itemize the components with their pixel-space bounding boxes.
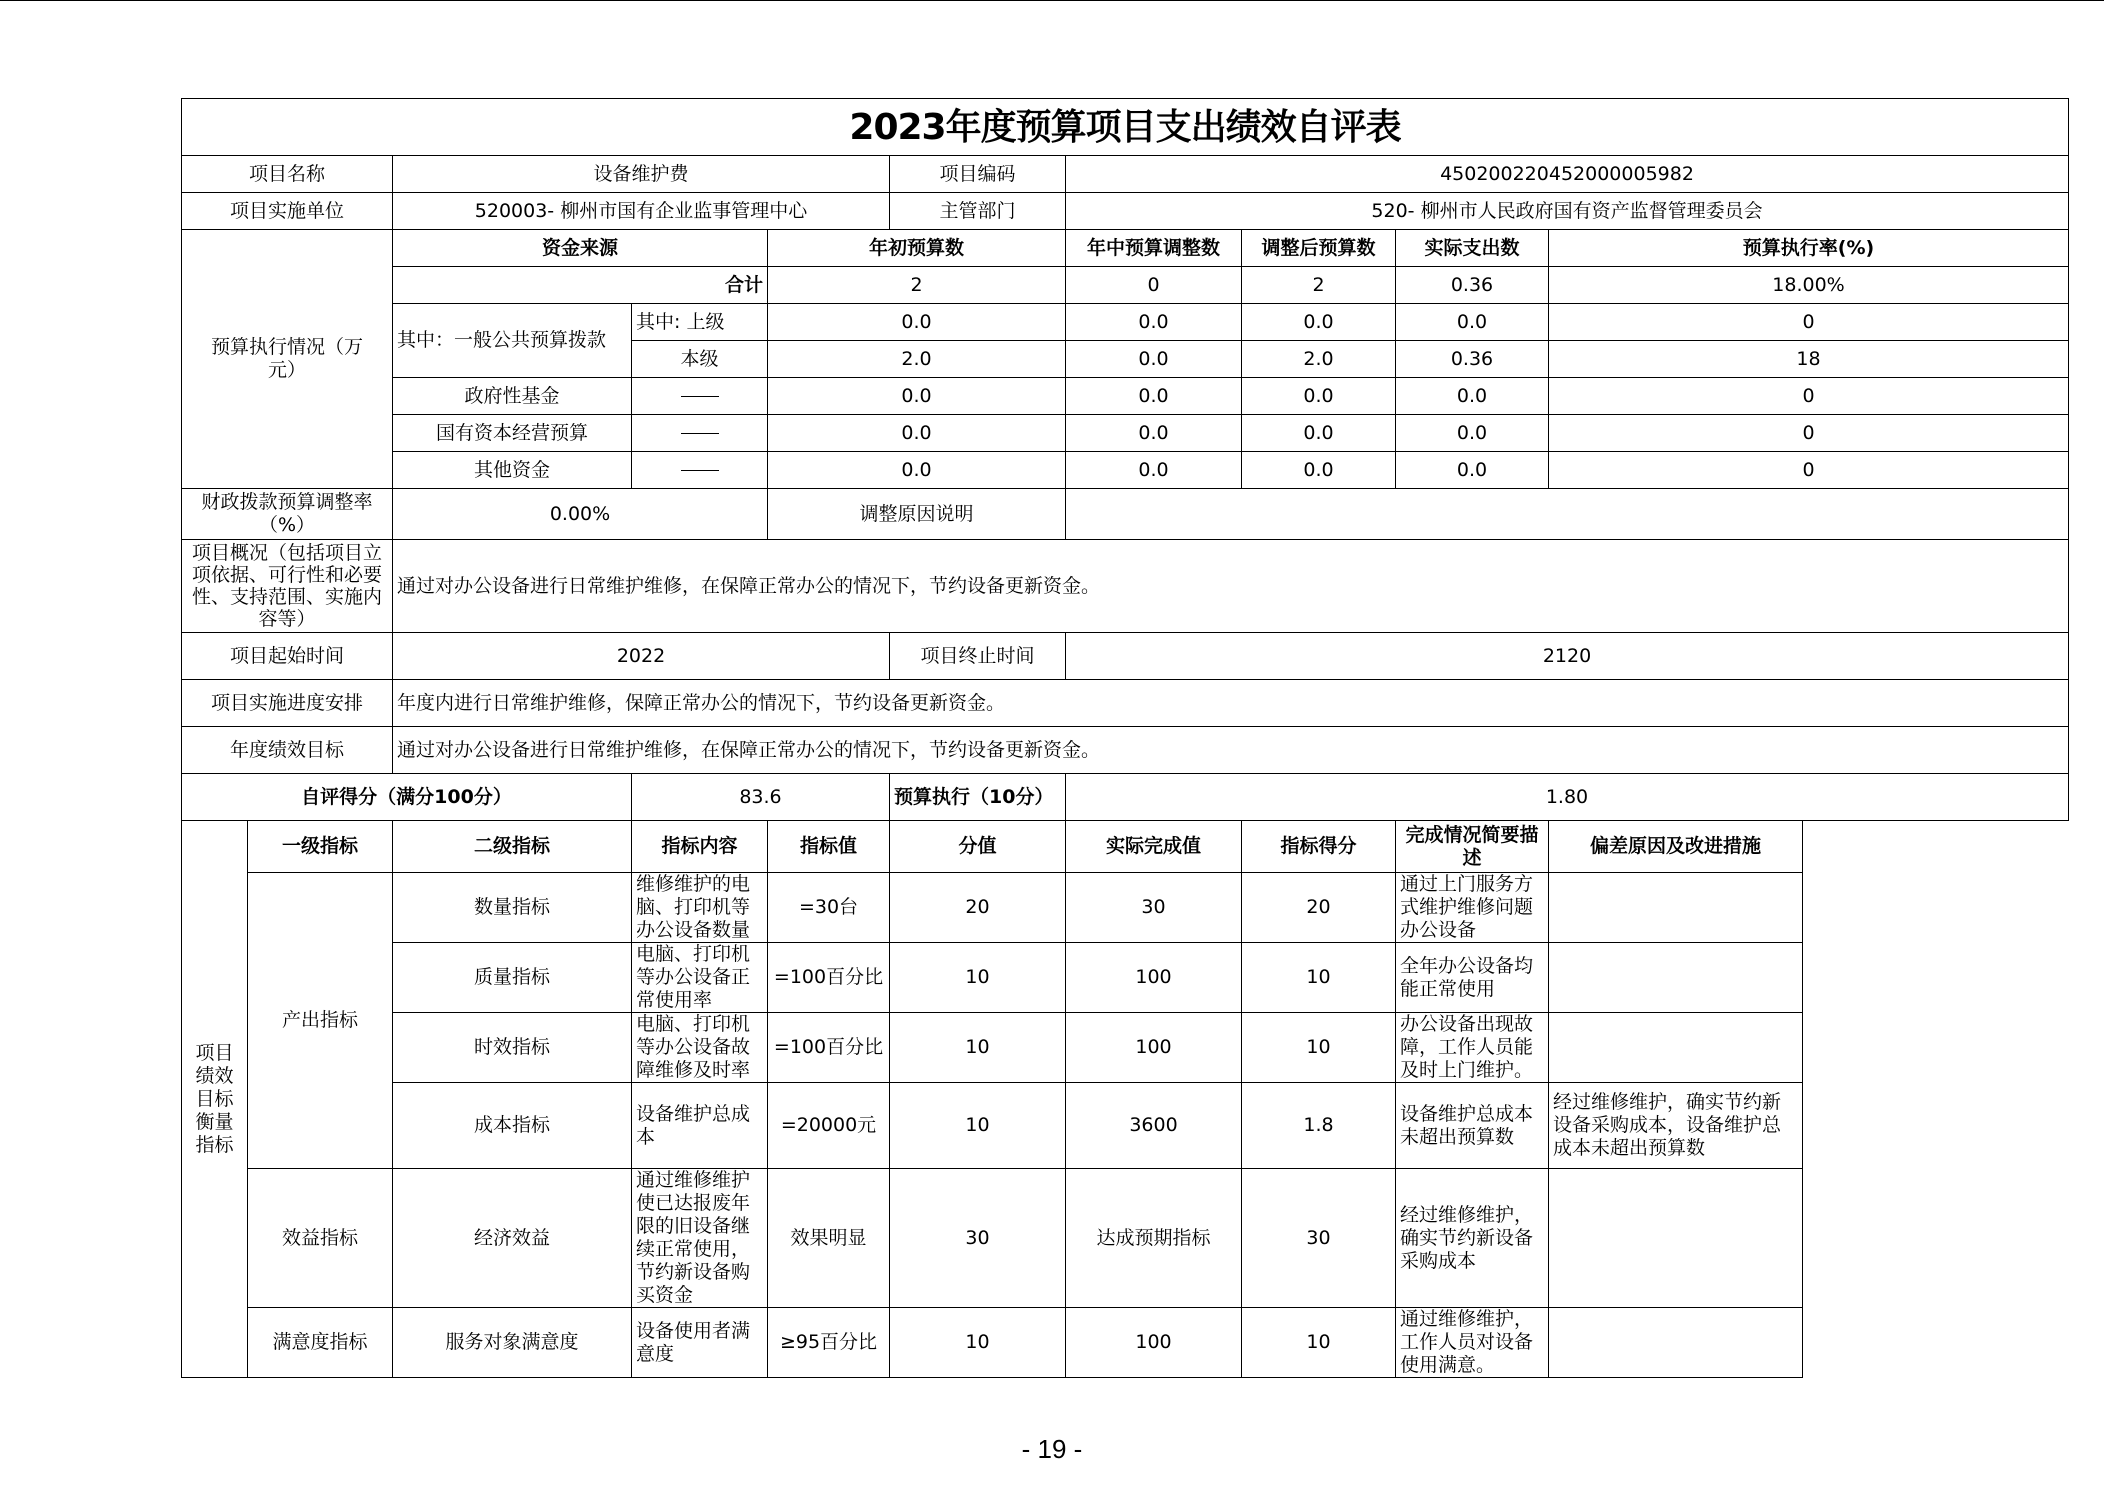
upper-initial: 0.0 xyxy=(768,304,1066,341)
other-fund-rate: 0 xyxy=(1549,452,2069,489)
state-capital-actual: 0.0 xyxy=(1396,415,1549,452)
total-actual: 0.36 xyxy=(1396,267,1549,304)
schedule-text: 年度内进行日常维护维修，保障正常办公的情况下，节约设备更新资金。 xyxy=(393,680,2069,727)
project-name-label: 项目名称 xyxy=(182,156,393,193)
dash-rule xyxy=(681,433,719,434)
dash-rule xyxy=(681,470,719,471)
page-top-border xyxy=(0,0,2104,1)
start-time-label: 项目起始时间 xyxy=(182,633,393,680)
quantity-deviation xyxy=(1549,873,1803,943)
general-budget-label: 其中：一般公共预算拨款 xyxy=(393,304,632,378)
annual-goal-label: 年度绩效目标 xyxy=(182,727,393,774)
ind-header-level1: 一级指标 xyxy=(248,821,393,873)
budget-execution-label: 预算执行情况（万元） xyxy=(182,230,393,489)
quality-deviation xyxy=(1549,943,1803,1013)
local-level-label: 本级 xyxy=(632,341,768,378)
table-title: 2023年度预算项目支出绩效自评表 xyxy=(182,99,2069,156)
timeliness-indicator: 时效指标 xyxy=(393,1013,632,1083)
total-label: 合计 xyxy=(393,267,768,304)
col-header-initial-budget: 年初预算数 xyxy=(768,230,1066,267)
quality-actual: 100 xyxy=(1066,943,1242,1013)
timeliness-target: =100百分比 xyxy=(768,1013,890,1083)
timeliness-description: 办公设备出现故障，工作人员能及时上门维护。 xyxy=(1396,1013,1549,1083)
economic-benefit-indicator: 经济效益 xyxy=(393,1169,632,1308)
state-capital-adjusted: 0.0 xyxy=(1242,415,1396,452)
adjust-reason-label: 调整原因说明 xyxy=(768,489,1066,540)
quality-indicator: 质量指标 xyxy=(393,943,632,1013)
service-satisfaction-content: 设备使用者满意度 xyxy=(632,1308,768,1378)
quantity-content: 维修维护的电脑、打印机等办公设备数量 xyxy=(632,873,768,943)
ind-header-target: 指标值 xyxy=(768,821,890,873)
quality-target: =100百分比 xyxy=(768,943,890,1013)
total-initial: 2 xyxy=(768,267,1066,304)
state-capital-label: 国有资本经营预算 xyxy=(393,415,632,452)
budget-exec-score-label: 预算执行（10分） xyxy=(890,774,1066,821)
quantity-actual: 30 xyxy=(1066,873,1242,943)
cost-content: 设备维护总成本 xyxy=(632,1083,768,1169)
other-fund-initial: 0.0 xyxy=(768,452,1066,489)
upper-midyear: 0.0 xyxy=(1066,304,1242,341)
quantity-description: 通过上门服务方式维护维修问题办公设备 xyxy=(1396,873,1549,943)
quality-weight: 10 xyxy=(890,943,1066,1013)
timeliness-actual: 100 xyxy=(1066,1013,1242,1083)
economic-benefit-content: 通过维修维护使已达报废年限的旧设备继续正常使用，节约新设备购买资金 xyxy=(632,1169,768,1308)
upper-actual: 0.0 xyxy=(1396,304,1549,341)
state-capital-rate: 0 xyxy=(1549,415,2069,452)
performance-evaluation-table xyxy=(181,98,2069,1378)
ind-header-weight: 分值 xyxy=(890,821,1066,873)
satisfaction-indicator-label: 满意度指标 xyxy=(248,1308,393,1378)
project-code-label: 项目编码 xyxy=(890,156,1066,193)
gov-fund-dash xyxy=(632,378,768,415)
overview-text: 通过对办公设备进行日常维护维修，在保障正常办公的情况下，节约设备更新资金。 xyxy=(393,540,2069,633)
gov-fund-adjusted: 0.0 xyxy=(1242,378,1396,415)
cost-weight: 10 xyxy=(890,1083,1066,1169)
ind-header-content: 指标内容 xyxy=(632,821,768,873)
service-satisfaction-score: 10 xyxy=(1242,1308,1396,1378)
economic-benefit-deviation xyxy=(1549,1169,1803,1308)
service-satisfaction-indicator: 服务对象满意度 xyxy=(393,1308,632,1378)
local-initial: 2.0 xyxy=(768,341,1066,378)
self-score-value: 83.6 xyxy=(632,774,890,821)
ind-header-actual: 实际完成值 xyxy=(1066,821,1242,873)
upper-level-label: 其中: 上级 xyxy=(632,304,768,341)
quantity-indicator: 数量指标 xyxy=(393,873,632,943)
cost-target: =20000元 xyxy=(768,1083,890,1169)
other-fund-midyear: 0.0 xyxy=(1066,452,1242,489)
dash-rule xyxy=(681,396,719,397)
start-time-value: 2022 xyxy=(393,633,890,680)
economic-benefit-weight: 30 xyxy=(890,1169,1066,1308)
project-name-value: 设备维护费 xyxy=(393,156,890,193)
quantity-score: 20 xyxy=(1242,873,1396,943)
state-capital-initial: 0.0 xyxy=(768,415,1066,452)
quality-score: 10 xyxy=(1242,943,1396,1013)
adjust-rate-label: 财政拨款预算调整率（%） xyxy=(182,489,393,540)
benefit-indicator-label: 效益指标 xyxy=(248,1169,393,1308)
other-fund-adjusted: 0.0 xyxy=(1242,452,1396,489)
quality-content: 电脑、打印机等办公设备正常使用率 xyxy=(632,943,768,1013)
service-satisfaction-weight: 10 xyxy=(890,1308,1066,1378)
project-code-value: 450200220452000005982 xyxy=(1066,156,2069,193)
indicator-section-label: 项目绩效目标衡量指标 xyxy=(182,821,248,1378)
total-midyear: 0 xyxy=(1066,267,1242,304)
other-fund-label: 其他资金 xyxy=(393,452,632,489)
col-header-fund-source: 资金来源 xyxy=(393,230,768,267)
service-satisfaction-deviation xyxy=(1549,1308,1803,1378)
service-satisfaction-target: ≥95百分比 xyxy=(768,1308,890,1378)
output-indicator-label: 产出指标 xyxy=(248,873,393,1169)
col-header-execution-rate: 预算执行率(%) xyxy=(1549,230,2069,267)
self-score-label: 自评得分（满分100分） xyxy=(182,774,632,821)
local-adjusted: 2.0 xyxy=(1242,341,1396,378)
overview-label: 项目概况（包括项目立项依据、可行性和必要性、支持范围、实施内容等） xyxy=(182,540,393,633)
gov-fund-rate: 0 xyxy=(1549,378,2069,415)
ind-header-description: 完成情况简要描述 xyxy=(1396,821,1549,873)
quantity-weight: 20 xyxy=(890,873,1066,943)
total-adjusted: 2 xyxy=(1242,267,1396,304)
ind-header-score: 指标得分 xyxy=(1242,821,1396,873)
service-satisfaction-actual: 100 xyxy=(1066,1308,1242,1378)
local-actual: 0.36 xyxy=(1396,341,1549,378)
upper-rate: 0 xyxy=(1549,304,2069,341)
timeliness-weight: 10 xyxy=(890,1013,1066,1083)
implementing-unit-label: 项目实施单位 xyxy=(182,193,393,230)
upper-adjusted: 0.0 xyxy=(1242,304,1396,341)
schedule-label: 项目实施进度安排 xyxy=(182,680,393,727)
cost-description: 设备维护总成本未超出预算数 xyxy=(1396,1083,1549,1169)
gov-fund-initial: 0.0 xyxy=(768,378,1066,415)
cost-actual: 3600 xyxy=(1066,1083,1242,1169)
cost-deviation: 经过维修维护，确实节约新设备采购成本，设备维护总成本未超出预算数 xyxy=(1549,1083,1803,1169)
annual-goal-text: 通过对办公设备进行日常维护维修，在保障正常办公的情况下，节约设备更新资金。 xyxy=(393,727,2069,774)
cost-indicator: 成本指标 xyxy=(393,1083,632,1169)
service-satisfaction-description: 通过维修维护，工作人员对设备使用满意。 xyxy=(1396,1308,1549,1378)
adjust-rate-value: 0.00% xyxy=(393,489,768,540)
col-header-adjusted-budget: 调整后预算数 xyxy=(1242,230,1396,267)
state-capital-midyear: 0.0 xyxy=(1066,415,1242,452)
economic-benefit-score: 30 xyxy=(1242,1169,1396,1308)
state-capital-dash xyxy=(632,415,768,452)
supervising-dept-value: 520- 柳州市人民政府国有资产监督管理委员会 xyxy=(1066,193,2069,230)
budget-exec-score-value: 1.80 xyxy=(1066,774,2069,821)
economic-benefit-actual: 达成预期指标 xyxy=(1066,1169,1242,1308)
other-fund-dash xyxy=(632,452,768,489)
end-time-value: 2120 xyxy=(1066,633,2069,680)
timeliness-content: 电脑、打印机等办公设备故障维修及时率 xyxy=(632,1013,768,1083)
adjust-reason-value xyxy=(1066,489,2069,540)
ind-header-deviation: 偏差原因及改进措施 xyxy=(1549,821,1803,873)
ind-header-level2: 二级指标 xyxy=(393,821,632,873)
gov-fund-label: 政府性基金 xyxy=(393,378,632,415)
quality-description: 全年办公设备均能正常使用 xyxy=(1396,943,1549,1013)
total-rate: 18.00% xyxy=(1549,267,2069,304)
page-number: - 19 - xyxy=(1021,1434,1083,1464)
local-midyear: 0.0 xyxy=(1066,341,1242,378)
timeliness-score: 10 xyxy=(1242,1013,1396,1083)
col-header-actual-spend: 实际支出数 xyxy=(1396,230,1549,267)
col-header-midyear-adjust: 年中预算调整数 xyxy=(1066,230,1242,267)
timeliness-deviation xyxy=(1549,1013,1803,1083)
implementing-unit-value: 520003- 柳州市国有企业监事管理中心 xyxy=(393,193,890,230)
economic-benefit-description: 经过维修维护，确实节约新设备采购成本 xyxy=(1396,1169,1549,1308)
economic-benefit-target: 效果明显 xyxy=(768,1169,890,1308)
quantity-target: =30台 xyxy=(768,873,890,943)
gov-fund-midyear: 0.0 xyxy=(1066,378,1242,415)
gov-fund-actual: 0.0 xyxy=(1396,378,1549,415)
cost-score: 1.8 xyxy=(1242,1083,1396,1169)
supervising-dept-label: 主管部门 xyxy=(890,193,1066,230)
local-rate: 18 xyxy=(1549,341,2069,378)
other-fund-actual: 0.0 xyxy=(1396,452,1549,489)
end-time-label: 项目终止时间 xyxy=(890,633,1066,680)
